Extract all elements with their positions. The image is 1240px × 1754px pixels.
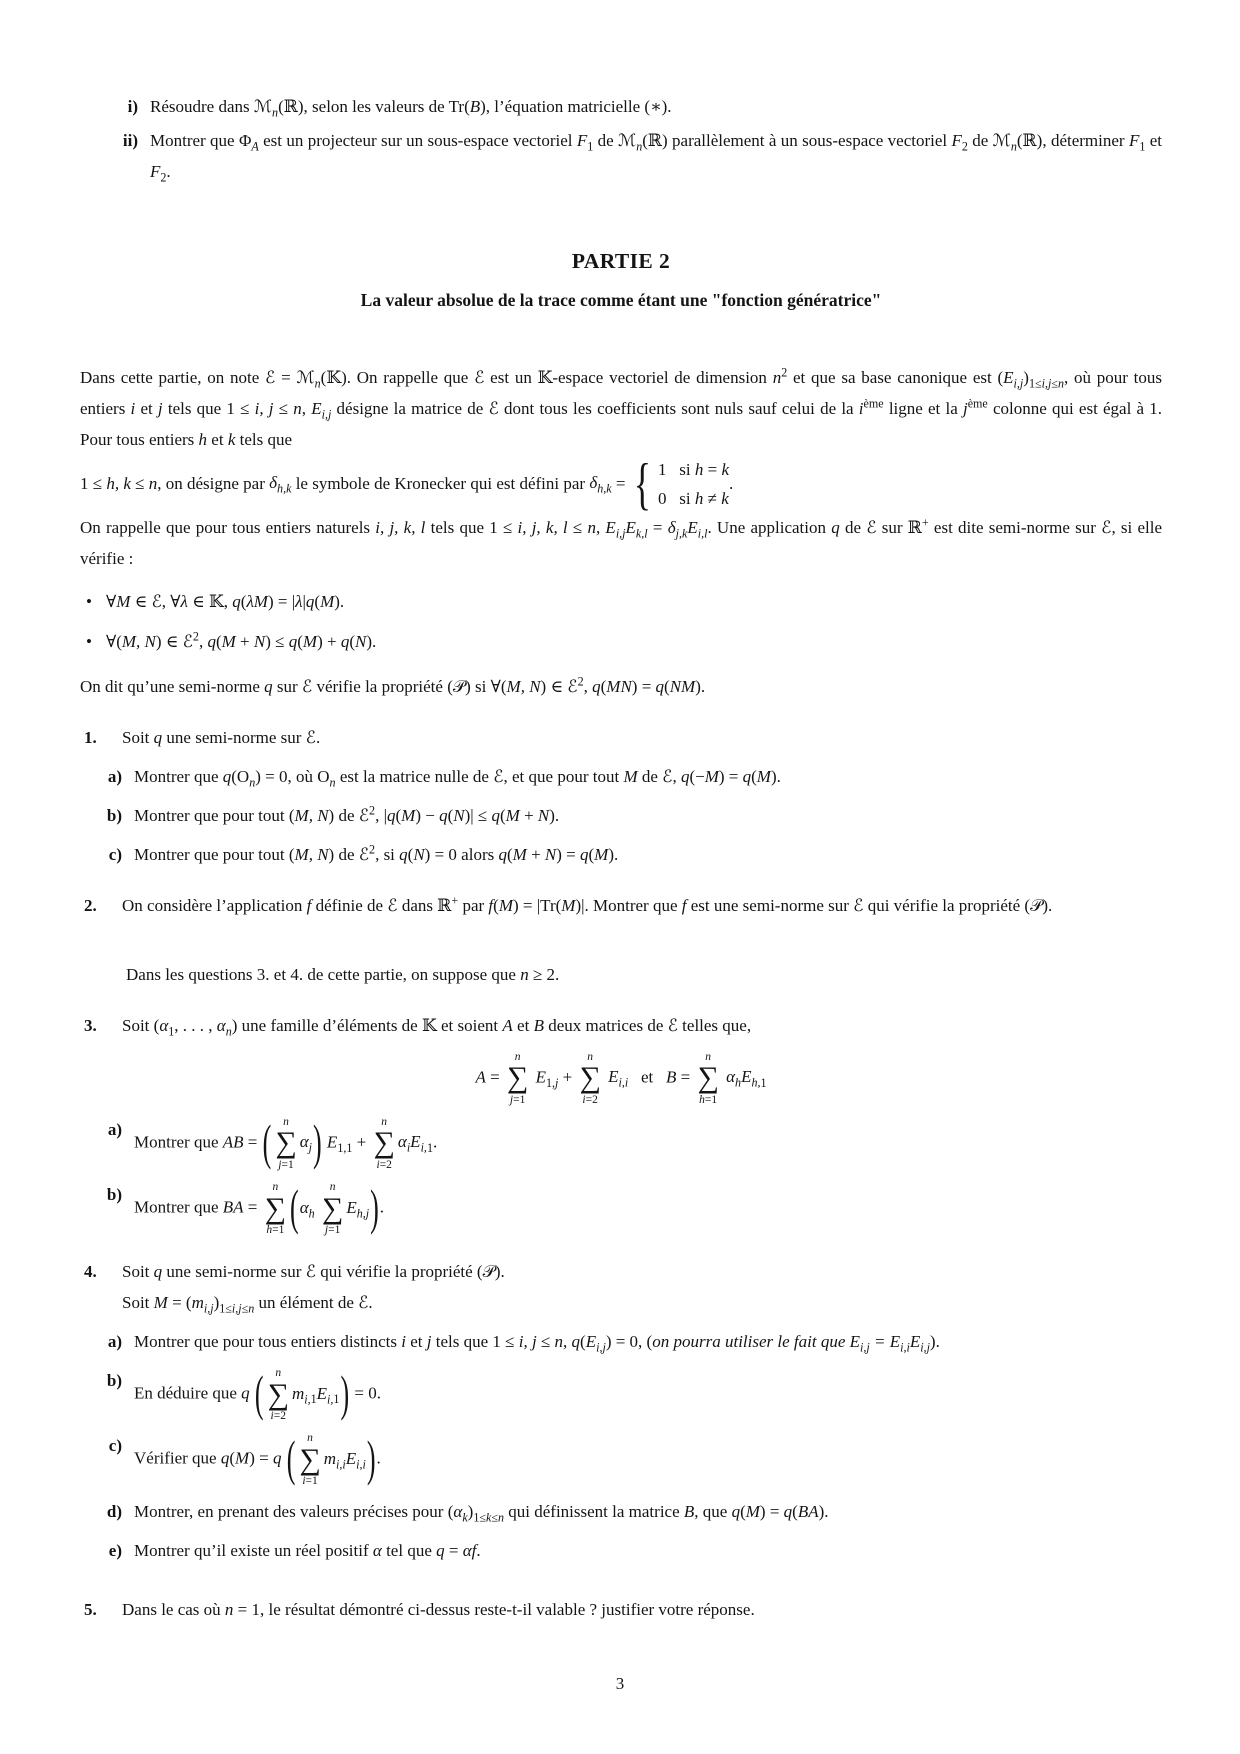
question-1b-label: b)	[106, 805, 122, 825]
question-4a-label: a)	[107, 1332, 122, 1352]
matrices-a-b-equation: A = n ∑ j=1 $E_{1,j}$ + n ∑ i=2 $E_{i,i}$ et B = n ∑ h=1 $\alpha_hE_{h,1}$	[475, 1050, 767, 1106]
question-1b	[100, 801, 1162, 832]
roman-item-i-label: i)	[127, 97, 138, 116]
seminorm-definition-paragraph: On rappelle que pour tous entiers naturels i, j, k, l tels que 1 ≤ i, j, k, l ≤ n, $E_{i,j}E_{k,l} = \delta_{j,k}E_{i,l}$. Une application q de ℰ sur ℝ+ est dite semi-norme sur ℰ, si elle vérifie :	[80, 515, 1163, 569]
question-5-number: 5.	[84, 1599, 97, 1619]
question-2	[80, 891, 1162, 922]
roman-item-i	[116, 92, 1162, 123]
seminorm-axioms-list	[86, 587, 1162, 658]
question-1a-label: a)	[107, 767, 122, 786]
question-3b	[100, 1180, 1162, 1237]
question-4c-text: Vérifier que q(M) = q ( n ∑ i=1 $m_{i,i}E_{i,i}$).	[134, 1431, 381, 1488]
question-1-number: 1.	[84, 728, 97, 748]
question-3-text: Soit ($\alpha_1$, . . . , $\alpha_n$) une famille d’éléments de 𝕂 et soient A et B deux matrices de ℰ telles que,	[122, 1015, 752, 1039]
roman-item-ii	[116, 126, 1162, 188]
axiom-homogeneity	[86, 587, 1162, 618]
roman-item-ii-label: ii)	[122, 130, 138, 150]
axiom-homogeneity-text: ∀M ∈ ℰ, ∀λ ∈ 𝕂, q(λM) = |λ|q(M).	[105, 592, 345, 612]
question-4-text	[122, 1257, 1162, 1319]
question-4d-text: Montrer, en prenant des valeurs précises pour $(\alpha_k)_{1\le k\le n}$ qui définissent la matrice B, que q(M) = q(BA).	[134, 1501, 829, 1525]
question-3-number: 3.	[84, 1015, 97, 1035]
question-4a	[100, 1327, 1162, 1358]
question-1c	[100, 840, 1162, 871]
question-4-line-2: Soit $M = (m_{i,j})_{1\le i,j\le n}$ un élément de ℰ.	[122, 1293, 373, 1316]
axiom-triangle-inequality-text: ∀(M, N) ∈ ℰ$^2$, q(M + N) ≤ q(M) + q(N).	[105, 629, 377, 652]
roman-item-list	[116, 92, 1162, 188]
question-3-subitems	[100, 1115, 1162, 1238]
question-1a-text: Montrer que $q(O_n) = 0$, où $O_n$ est la matrice nulle de ℰ, et que pour tout M de ℰ, q(−M) = q(M).	[134, 767, 781, 790]
roman-item-i-text: Résoudre dans ℳ$_n$(ℝ), selon les valeurs de Tr(B), l’équation matricielle (∗).	[150, 97, 672, 120]
question-1-text: Soit q une semi-norme sur ℰ.	[122, 728, 321, 748]
question-4-subitems	[100, 1327, 1162, 1566]
question-3a-label: a)	[107, 1119, 122, 1139]
interlude-note: Dans les questions 3. et 4. de cette partie, on suppose que n ≥ 2.	[126, 964, 560, 984]
question-1b-text: Montrer que pour tout (M, N) de ℰ$^2$, |q(M) − q(N)| ≤ q(M + N).	[134, 803, 560, 825]
question-4-number: 4.	[84, 1262, 97, 1282]
question-5	[80, 1595, 1162, 1626]
question-4d	[100, 1497, 1162, 1528]
question-4e-label: e)	[108, 1540, 122, 1560]
question-2-number: 2.	[84, 895, 97, 915]
question-5-text: Dans le cas où n = 1, le résultat démontré ci-dessus reste-t-il valable ? justifier votre réponse.	[122, 1599, 755, 1619]
property-p-line: On dit qu’une semi-norme q sur ℰ vérifie la propriété (𝒫) si ∀(M, N) ∈ ℰ$^2$, q(MN) = q(NM).	[80, 674, 706, 697]
question-3a	[100, 1115, 1162, 1172]
question-3b-text: Montrer que BA = n ∑ h=1 ($\alpha_h$ n ∑ j=1 $E_{h,j}$).	[134, 1180, 385, 1236]
roman-item-ii-text: Montrer que $\Phi_A$ est un projecteur sur un sous-espace vectoriel $F_1$ de ℳ$_n$(ℝ) parallèlement à un sous-espace vectoriel $F_2$ de ℳ$_n$(ℝ), déterminer $F_1$ et $F_2$.	[150, 130, 1162, 185]
question-4	[80, 1257, 1162, 1319]
question-1	[80, 723, 1162, 754]
kronecker-definition-line: 1 ≤ h, k ≤ n, on désigne par $\delta_{h,k}$ le symbole de Kronecker qui est défini par $\delta_{h,k}$ = { 1 si h = k 0 si h ≠ k .	[80, 452, 734, 517]
question-2-text: On considère l’application f définie de ℰ dans ℝ+ par f(M) = |Tr(M)|. Montrer que f est une semi-norme sur ℰ qui vérifie la propriété (𝒫).	[122, 893, 1053, 915]
question-3a-text: Montrer que AB = ( n ∑ j=1 $\alpha_j$) $E_{1,1}$ + n ∑ i=2 $\alpha_iE_{i,1}$.	[134, 1115, 438, 1171]
question-4b-label: b)	[106, 1371, 122, 1391]
question-1c-label: c)	[108, 844, 122, 864]
question-4e-text: Montrer qu’il existe un réel positif α tel que q = αf.	[134, 1540, 481, 1560]
question-4d-label: d)	[106, 1501, 122, 1521]
part-title: PARTIE 2	[571, 248, 671, 273]
question-4b	[100, 1366, 1162, 1423]
bullet-icon: •	[86, 592, 92, 612]
question-1-subitems	[100, 762, 1162, 871]
axiom-triangle-inequality	[86, 627, 1162, 658]
question-4b-text: En déduire que q ( n ∑ i=2 $m_{i,1}E_{i,1}) = 0$.	[134, 1366, 381, 1423]
intro-paragraph: Dans cette partie, on note ℰ = ℳ$_n$(𝕂). On rappelle que ℰ est un 𝕂-espace vectoriel de dimension $n^2$ et que sa base canonique est $(E_{i,j})_{1\le i,j\le n}$, où pour tous entiers i et j tels que 1 ≤ i, j ≤ n, $E_{i,j}$ désigne la matrice de ℰ dont tous les coefficients sont nuls sauf celui de la $i^{ème}$ ligne et la $j^{ème}$ colonne qui est égal à 1. Pour tous entiers h et k tels que	[80, 365, 1163, 449]
bullet-icon: •	[86, 632, 92, 652]
question-4e	[100, 1536, 1162, 1567]
part-subtitle: La valeur absolue de la trace comme étant une "fonction génératrice"	[360, 289, 882, 310]
question-4a-text: Montrer que pour tous entiers distincts i et j tels que 1 ≤ i, j ≤ n, $q(E_{i,j}) = 0$, (on pourra utiliser le fait que $E_{i,j} = E_{i,i}E_{i,j}$).	[134, 1332, 940, 1355]
question-1c-text: Montrer que pour tout (M, N) de ℰ$^2$, si q(N) = 0 alors q(M + N) = q(M).	[134, 842, 619, 864]
question-4c	[100, 1431, 1162, 1488]
question-1a	[100, 762, 1162, 793]
question-3b-label: b)	[106, 1185, 122, 1205]
question-4c-label: c)	[108, 1436, 122, 1456]
question-4-line-1: Soit q une semi-norme sur ℰ qui vérifie la propriété (𝒫).	[122, 1262, 505, 1282]
page-number: 3	[615, 1674, 625, 1694]
question-3	[80, 1011, 1162, 1042]
